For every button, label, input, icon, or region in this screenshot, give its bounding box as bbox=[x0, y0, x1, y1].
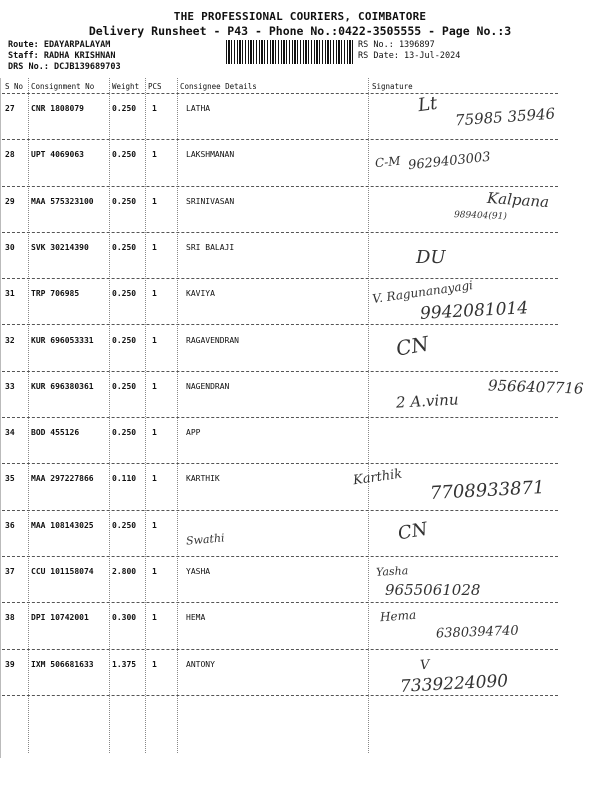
cell-pcs: 1 bbox=[152, 428, 157, 438]
handwritten-signature: Lt bbox=[416, 92, 439, 117]
handwritten-signature: Kalpana bbox=[486, 188, 550, 211]
cell-weight: 1.375 bbox=[112, 659, 137, 669]
cell-weight: 0.250 bbox=[112, 335, 137, 345]
cell-weight: 0.250 bbox=[112, 381, 137, 391]
handwritten-signature: 75985 35946 bbox=[454, 104, 556, 130]
cell-pcs: 1 bbox=[152, 659, 157, 669]
cell-pcs: 1 bbox=[152, 104, 157, 113]
cell-pcs: 1 bbox=[152, 196, 157, 206]
cell-consignment-no: SVK 30214390 bbox=[31, 242, 89, 252]
handwritten-signature: 7708933871 bbox=[429, 477, 546, 505]
table-row bbox=[0, 187, 600, 233]
rs-number: RS No.: 1396897 bbox=[358, 40, 435, 50]
handwritten-signature: Swathi bbox=[185, 531, 226, 548]
cell-consignment-no: DPI 10742001 bbox=[31, 613, 89, 623]
handwritten-signature: Yasha bbox=[375, 564, 409, 579]
handwritten-signature: C-M bbox=[374, 154, 402, 171]
cell-sno: 35 bbox=[5, 474, 15, 484]
cell-consignment-no: KUR 696380361 bbox=[31, 381, 94, 391]
cell-consignee: LAKSHMANAN bbox=[186, 150, 235, 160]
cell-pcs: 1 bbox=[152, 335, 157, 345]
cell-sno: 38 bbox=[5, 613, 15, 623]
table-row bbox=[0, 233, 600, 279]
handwritten-signature: Karthik bbox=[352, 467, 404, 489]
cell-weight: 0.250 bbox=[112, 104, 137, 113]
handwritten-signature: Hema bbox=[379, 608, 417, 625]
company-title: THE PROFESSIONAL COURIERS, COIMBATORE bbox=[173, 10, 427, 23]
cell-consignment-no: KUR 696053331 bbox=[31, 335, 94, 345]
handwritten-signature: 9942081014 bbox=[419, 298, 529, 325]
handwritten-signature: 9629403003 bbox=[407, 150, 492, 174]
cell-weight: 0.300 bbox=[112, 613, 137, 623]
handwritten-signature: CN bbox=[394, 330, 431, 361]
cell-pcs: 1 bbox=[152, 150, 157, 160]
cell-weight: 0.250 bbox=[112, 520, 137, 530]
table-row bbox=[0, 418, 600, 464]
cell-sno: 31 bbox=[5, 289, 15, 299]
cell-sno: 34 bbox=[5, 428, 15, 438]
cell-sno: 27 bbox=[5, 104, 15, 113]
cell-sno: 39 bbox=[5, 659, 15, 669]
table-row bbox=[0, 511, 600, 557]
cell-consignment-no: MAA 108143025 bbox=[31, 520, 94, 530]
handwritten-signature: 7339224090 bbox=[399, 670, 509, 697]
cell-sno: 30 bbox=[5, 242, 15, 252]
cell-consignee: SRI BALAJI bbox=[186, 242, 235, 252]
cell-sno: 32 bbox=[5, 335, 15, 345]
row-divider bbox=[2, 695, 558, 696]
handwritten-signature: CN bbox=[396, 518, 430, 545]
cell-weight: 2.800 bbox=[112, 567, 137, 576]
cell-pcs: 1 bbox=[152, 567, 157, 576]
cell-sno: 37 bbox=[5, 567, 15, 576]
cell-consignment-no: IXM 506681633 bbox=[31, 659, 94, 669]
handwritten-signature: V. Ragunanayagi bbox=[371, 278, 474, 307]
table-row bbox=[0, 279, 600, 325]
handwritten-signature: 9655061028 bbox=[385, 581, 481, 599]
cell-pcs: 1 bbox=[152, 242, 157, 252]
cell-pcs: 1 bbox=[152, 289, 157, 299]
col-header-sno: S No bbox=[5, 82, 24, 91]
cell-weight: 0.250 bbox=[112, 196, 137, 206]
cell-pcs: 1 bbox=[152, 474, 157, 484]
cell-sno: 36 bbox=[5, 520, 15, 530]
cell-consignee: YASHA bbox=[186, 567, 211, 576]
cell-pcs: 1 bbox=[152, 381, 157, 391]
table-row bbox=[0, 650, 600, 696]
handwritten-signature: 9566407716 bbox=[487, 376, 584, 398]
cell-consignment-no: CNR 1808079 bbox=[31, 104, 84, 113]
cell-weight: 0.250 bbox=[112, 242, 137, 252]
cell-weight: 0.250 bbox=[112, 428, 137, 438]
cell-consignee: LATHA bbox=[186, 104, 211, 113]
handwritten-signature: 6380394740 bbox=[435, 623, 519, 642]
cell-consignment-no: BOD 455126 bbox=[31, 428, 80, 438]
cell-sno: 29 bbox=[5, 196, 15, 206]
cell-consignment-no: CCU 101158074 bbox=[31, 567, 94, 576]
cell-consignee: KAVIYA bbox=[186, 289, 215, 299]
table-row bbox=[0, 94, 600, 140]
cell-consignee: ANTONY bbox=[186, 659, 215, 669]
cell-weight: 0.250 bbox=[112, 150, 137, 160]
cell-sno: 33 bbox=[5, 381, 15, 391]
cell-consignment-no: MAA 297227866 bbox=[31, 474, 94, 484]
handwritten-signature: 989404(91) bbox=[453, 209, 508, 222]
cell-consignee: HEMA bbox=[186, 613, 206, 623]
col-header-pcs: PCS bbox=[148, 82, 162, 91]
cell-consignee: NAGENDRAN bbox=[186, 381, 230, 391]
table-row bbox=[0, 464, 600, 510]
col-header-consignee: Consignee Details bbox=[180, 82, 257, 91]
staff-label: Staff: RADHA KRISHNAN bbox=[8, 51, 116, 61]
table-row bbox=[0, 603, 600, 649]
table-row bbox=[0, 326, 600, 372]
barcode bbox=[226, 40, 354, 64]
cell-sno: 28 bbox=[5, 150, 15, 160]
handwritten-signature: 2 A.vinu bbox=[395, 390, 459, 412]
cell-consignment-no: MAA 575323100 bbox=[31, 196, 94, 206]
cell-weight: 0.250 bbox=[112, 289, 137, 299]
col-header-weight: Weight bbox=[112, 82, 140, 91]
cell-consignment-no: TRP 706985 bbox=[31, 289, 80, 299]
col-header-signature: Signature bbox=[372, 82, 413, 91]
cell-pcs: 1 bbox=[152, 613, 157, 623]
rs-date: RS Date: 13-Jul-2024 bbox=[358, 51, 461, 61]
cell-consignee: SRINIVASAN bbox=[186, 196, 235, 206]
cell-consignment-no: UPT 4069063 bbox=[31, 150, 84, 160]
table-row bbox=[0, 557, 600, 603]
cell-consignee: APP bbox=[186, 428, 201, 438]
route-label: Route: EDAYARPALAYAM bbox=[8, 40, 111, 50]
col-header-consignment: Consignment No bbox=[31, 82, 95, 91]
handwritten-signature: DU bbox=[416, 246, 446, 268]
cell-consignee: KARTHIK bbox=[186, 474, 220, 484]
cell-consignee: RAGAVENDRAN bbox=[186, 335, 239, 345]
cell-pcs: 1 bbox=[152, 520, 157, 530]
table-row bbox=[0, 372, 600, 418]
handwritten-signature: V bbox=[419, 657, 430, 673]
cell-weight: 0.110 bbox=[112, 474, 137, 484]
runsheet-title: Delivery Runsheet - P43 - Phone No.:0422-3505555 - Page No.:3 bbox=[88, 24, 512, 38]
drs-number: DRS No.: DCJB139689703 bbox=[8, 62, 121, 72]
table-row bbox=[0, 140, 600, 186]
